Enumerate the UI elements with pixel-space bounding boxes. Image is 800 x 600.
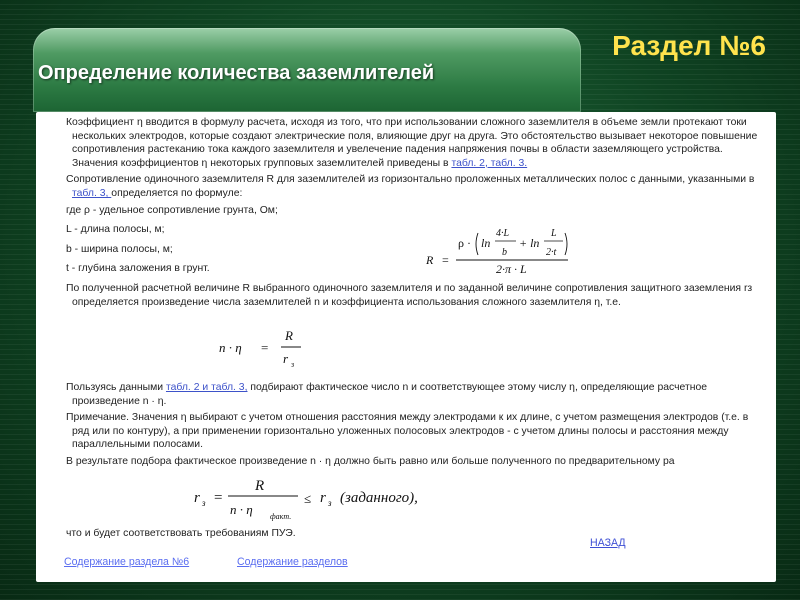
formula-lhs: n · η	[219, 340, 242, 355]
formula-rhs-sub: з	[328, 498, 332, 508]
formula-num2: L	[551, 228, 557, 239]
section-title: Раздел №6	[612, 30, 766, 61]
section-contents-link[interactable]: Содержание раздела №6	[64, 556, 190, 568]
paragraph-resistance	[66, 173, 762, 200]
formula-rho: ρ ·	[458, 236, 471, 250]
definition-length: L - длина полосы, м;	[66, 224, 165, 236]
formula-equals: =	[442, 253, 449, 267]
definition-rho: где ρ - удельное сопротивление грунта, Ом;	[66, 204, 278, 216]
formula-den: r	[283, 351, 289, 366]
formula-equals: =	[214, 490, 223, 506]
paragraph-coefficient	[66, 116, 766, 170]
formula-ln: ln	[481, 236, 491, 250]
formula-rhs: r	[320, 490, 326, 506]
formula-num: R	[255, 478, 265, 494]
formula-single-resistance	[420, 214, 570, 276]
definition-width: b - ширина полосы, м;	[66, 243, 173, 255]
formula-den: 2·π · L	[496, 262, 527, 276]
back-link[interactable]: НАЗАД	[590, 537, 626, 549]
tables-2-3-link[interactable]: табл. 2, табл. 3.	[451, 157, 528, 169]
page-title: Определение количества заземлителей	[38, 62, 435, 84]
tables-2-and-3-link[interactable]: табл. 2 и табл. 3,	[165, 382, 248, 393]
formula-equals: =	[261, 340, 269, 355]
table-3-link[interactable]: табл. 3,	[72, 187, 112, 199]
content-body	[66, 116, 766, 312]
paragraph-text: Коэффициент η вводится в формулу расчета, исходя из того, что при использовании сложного заземлителя в объеме земли протекают токи нескольких электродов, которые создают электрические поля, влияющие друг на друга. Это обстоятельство вызывает некоторое повышение сопротивления растеканию тока каждого заземлителя и увелечение падения напряжения почвы в области заземляющего устройства. Значения коэффициентов η некоторых групповых заземлителей приведены в	[66, 117, 758, 169]
sections-contents-link[interactable]: Содержание разделов	[237, 556, 348, 568]
paragraph-text: подбирают фактическое число n и соответствующее этому числу η, определяющие расчетное произведение n · η.	[72, 382, 708, 407]
paragraph-result: В результате подбора фактическое произведение n · η должно быть равно или больше полученного по предварительному ра	[66, 455, 675, 467]
paragraph-product: По полученной расчетной величине R выбранного одиночного заземлителя и по заданной величине сопротивления защитного заземления rз определяется произведение числа заземлителей n и коэффициента использования сложного заземлителя η, т.е.	[66, 282, 753, 308]
formula-n-eta	[215, 325, 310, 371]
formula-den-sub: з	[291, 360, 295, 369]
formula-lhs: R	[426, 253, 434, 267]
content-body-lower	[66, 381, 766, 472]
formula-den1: b	[502, 247, 507, 258]
formula-final	[190, 474, 450, 524]
paragraph-conclusion: что и будет соответствовать требованиям ПУЭ.	[66, 528, 296, 539]
paragraph-text: определяется по формуле:	[111, 187, 243, 199]
formula-rel: ≤	[304, 491, 312, 506]
formula-lhs: r	[194, 490, 200, 506]
paragraph-text: Пользуясь данными	[66, 382, 166, 393]
paragraph-note: Примечание. Значения η выбирают с учетом отношения расстояния между электродами к их длине, с учетом размещения электродов (т.е. в ряд или по контуру), а при применении горизонтально уложенных полосовых электродов - с учетом длины полосы и расстояния между параллельными полосами.	[66, 412, 749, 451]
formula-den2: 2·t	[546, 247, 557, 258]
paragraph-text: Сопротивление одиночного заземлителя R для заземлителей из горизонтально проложенных металлических полос с данными, указанными в	[66, 174, 755, 186]
formula-num: R	[285, 328, 293, 343]
formula-rhs-note: (заданного),	[340, 490, 418, 506]
formula-den: n · η	[230, 502, 253, 517]
formula-den-sub: факт.	[270, 512, 292, 521]
definition-depth: t - глубина заложения в грунт.	[66, 263, 210, 275]
paragraph-selection	[66, 381, 766, 408]
formula-num1: 4·L	[496, 228, 510, 239]
formula-plus-ln: + ln	[519, 236, 540, 250]
formula-lhs-sub: з	[202, 498, 206, 508]
